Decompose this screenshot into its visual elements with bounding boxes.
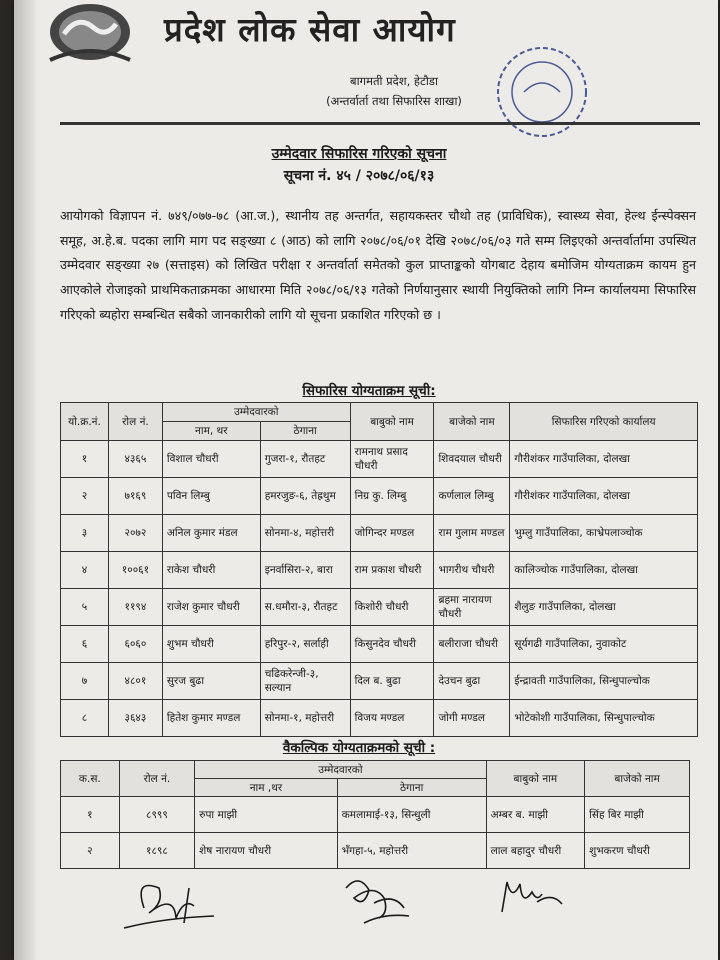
office-branch: (अन्तर्वार्ता तथा सिफारिस शाखा) xyxy=(326,94,462,108)
notice-number: सूचना नं. ४५ / २०७८/०६/१३ xyxy=(283,168,435,184)
alt-header-address: ठेगाना xyxy=(337,779,486,797)
header-office: सिफारिस गरिएको कार्यालय xyxy=(510,403,698,441)
table-row: ५ ११९४ राजेश कुमार चौधरी स.धमौरा-३, रौतहट किशोरी चौधरी ब्रहमा नारायण चौधरी शैलुङ गाउँपालिका, दोलखा xyxy=(61,589,698,626)
header-candidate: उम्मेदवारको xyxy=(162,403,350,422)
table-row: ८ ३६४३ हितेश कुमार मण्डल सोनमा-१, महोत्तरी विजय मण्डल जोगी मण्डल भोटेकोशी गाउँपालिका, सिन्धुपाल्चोक xyxy=(61,700,698,737)
alt-header-grandfather: बाजेको नाम xyxy=(585,761,690,797)
alt-header-name: नाम ,थर xyxy=(195,779,338,797)
signature-1-icon xyxy=(114,868,224,938)
header-address: ठेगाना xyxy=(260,422,350,441)
alt-header-serial: क.स. xyxy=(61,761,120,797)
table-row: २ १८९८ शेष नारायण चौधरी भँगहा-५, महोत्तरी लाल बहादुर चौधरी शुभकरण चौधरी xyxy=(61,833,690,869)
header-father: बाबुको नाम xyxy=(350,403,434,441)
government-emblem-icon xyxy=(44,2,136,68)
office-stamp-icon xyxy=(492,44,592,140)
notice-title: उम्मेदवार सिफारिस गरिएको सूचना xyxy=(271,146,447,162)
table-row: १ ४३६५ विशाल चौधरी गुजरा-१, रौतहट रामनाथ प्रसाद चौधरी शिवदयाल चौधरी गौरीशंकर गाउँपालिका, दोलखा xyxy=(61,441,698,478)
header-name: नाम, थर xyxy=(162,422,260,441)
notice-paper xyxy=(14,0,718,960)
alternate-list-table xyxy=(60,760,690,869)
office-title: प्रदेश लोक सेवा आयोग xyxy=(164,10,456,49)
table-row: ७ ४८०१ सुरज बुढा चढिकरेन्जी-३, सल्यान दिल ब. बुढा देउचन बुढा ईन्द्रावती गाउँपालिका, सिन्धुपाल्चोक xyxy=(61,663,698,700)
header-roll: रोल नं. xyxy=(108,403,162,441)
merit-list-table xyxy=(60,402,698,737)
header-divider xyxy=(60,122,700,125)
alt-header-candidate: उम्मेदवारको xyxy=(195,761,486,779)
alt-header-roll: रोल नं. xyxy=(119,761,194,797)
table-row: ३ २०७२ अनिल कुमार मंडल सोनमा-४, महोत्तरी जोगिन्दर मण्डल राम गुलाम मण्डल भुम्लु गाउँपालिका, काभ्रेपलाञ्चोक xyxy=(61,515,698,552)
table-row: ४ १००६१ राकेश चौधरी इनर्वासिरा-२, बारा राम प्रकाश चौधरी भागरीथ चौधरी कालिञ्चोक गाउँपालिका, दोलखा xyxy=(61,552,698,589)
table-row: २ ७१६९ पविन लिम्बु हमरजुङ-६, तेह्रथुम निग्र कु. लिम्बु कर्णलाल लिम्बु गौरीशंकर गाउँपालिका, दोलखा xyxy=(61,478,698,515)
notice-body: आयोगको विज्ञापन नं. ७४९/०७७-७८ (आ.ज.), स्थानीय तह अन्तर्गत, सहायकस्तर चौथो तह (प्राविधिक), स्वास्थ्य सेवा, हेल्थ ईन्स्पेक्सन समूह, अ.हे.ब. पदका लागि माग पद सङ्ख्या ८ (आठ) को लागि २०७८/०६/०१ देखि २०७८/०६/०३ गते सम्म लिइएको अन्तर्वार्तामा उपस्थित उम्मेदवार सङ्ख्या २७ (सत्ताइस) को लिखित परीक्षा र अन्तर्वार्ता समेतको कुल प्राप्ताङ्कको योगबाट देहाय बमोजिम योग्यताक्रम कायम हुन आएकोले रोजाइको प्राथमिकताक्रमका आधारमा मिति २०७८/०६/१३ गतेको निर्णयानुसार स्थायी नियुक्तिको लागि निम्न कार्यालयमा सिफारिस गरिएको ब्यहोरा सम्बन्धित सबैको जानकारीको लागि यो सूचना प्रकाशित गरिएको छ । xyxy=(60,208,696,322)
alt-header-father: बाबुको नाम xyxy=(486,761,585,797)
office-province: बागमती प्रदेश, हेटौडा xyxy=(350,74,438,88)
signature-3-icon xyxy=(492,872,572,922)
header-serial: यो.क्र.नं. xyxy=(61,403,109,441)
header-grandfather: बाजेको नाम xyxy=(434,403,510,441)
paper-fold xyxy=(14,0,36,960)
signature-2-icon xyxy=(334,868,414,928)
table-row: ६ ६०६० शुभम चौधरी हरिपुर-२, सर्लाही किसुनदेव चौधरी बलीराजा चौधरी सूर्यगढी गाउँपालिका, नुवाकोट xyxy=(61,626,698,663)
alternate-list-title: वैकल्पिक योग्यताक्रमको सूची : xyxy=(282,740,436,756)
table-row: १ ८९९९ रुपा माझी कमलामाई-१३, सिन्धुली अम्बर ब. माझी सिंह बिर माझी xyxy=(61,797,690,833)
merit-list-title: सिफारिस योग्यताक्रम सूची: xyxy=(302,383,436,399)
